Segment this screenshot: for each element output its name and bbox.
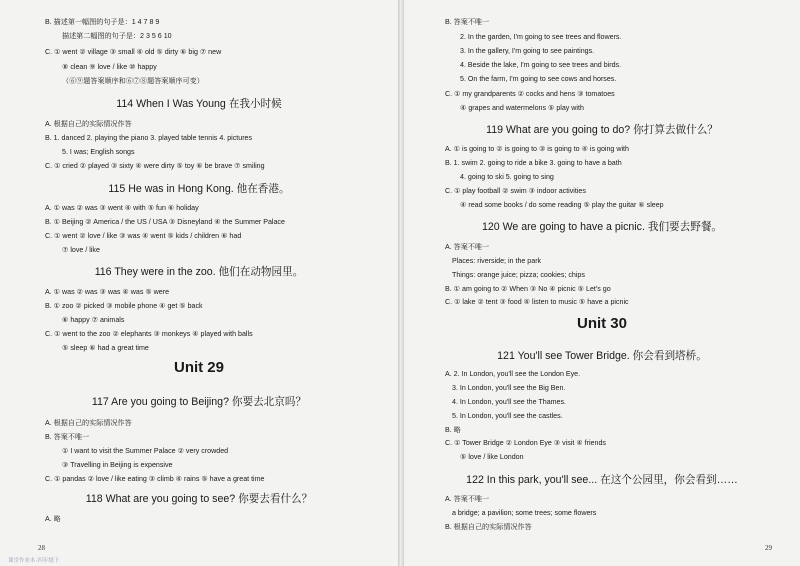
answer-line: 3. In the gallery, I'm going to see paintings. (460, 47, 595, 55)
answer-line: A. 答案不唯一 (445, 495, 490, 503)
answer-line: ⑥ happy ⑦ animals (62, 316, 125, 324)
answer-line: C. ① went to the zoo ② elephants ③ monkeys ④ played with balls (45, 330, 253, 338)
lesson-heading: 114 When I Was Young 在我小时候 (116, 98, 282, 110)
lesson-heading: 116 They were in the zoo. 他们在动物园里。 (94, 266, 304, 278)
answer-line: ③ Travelling in Beijing is expensive (62, 461, 173, 469)
page-number: 29 (765, 544, 772, 552)
answer-line: （⑥⑨题答案顺序和⑥⑦⑧题答案顺序可变） (62, 77, 204, 85)
page-number: 28 (38, 544, 45, 552)
answer-line: 2. In the garden, I'm going to see trees and flowers. (460, 33, 622, 41)
answer-line: C. ① lake ② tent ③ food ④ listen to music ⑤ have a picnic (445, 298, 629, 306)
answer-line: A. 2. In London, you'll see the London Eye. (445, 370, 581, 378)
unit-heading: Unit 29 (173, 359, 224, 376)
answer-line: 4. Beside the lake, I'm going to see trees and birds. (460, 61, 622, 69)
answer-line: B. ① am going to ② When ③ No ④ picnic ⑤ Let's go (445, 285, 611, 293)
answer-line: ⑧ clean ⑨ love / like ⑩ happy (62, 63, 157, 71)
lesson-heading: 115 He was in Hong Kong. 他在香港。 (108, 183, 290, 195)
answer-line: A. ① was ② was ③ was ④ was ⑤ were (45, 288, 170, 296)
lesson-heading: 119 What are you going to do? 你打算去做什么？ (486, 124, 718, 136)
answer-line: C. ① pandas ② love / like eating ③ climb ④ rains ⑤ have a great time (45, 475, 265, 483)
answer-line: C. ① cried ② played ③ sixty ④ were dirty ⑤ toy ⑥ be brave ⑦ smiling (45, 162, 265, 170)
answer-line: B. 答案不唯一 (45, 433, 90, 441)
answer-line: A. 略 (45, 515, 61, 523)
answer-line: C. ① play football ② swim ③ indoor activities (445, 187, 586, 195)
lesson-heading: 121 You'll see Tower Bridge. 你会看到塔桥。 (497, 350, 707, 362)
answer-line: 4. In London, you'll see the Thames. (452, 398, 567, 406)
answer-line: B. 根据自己的实际情况作答 (445, 523, 532, 531)
answer-line: C. ① went ② village ③ small ④ old ⑤ dirty ⑥ big ⑦ new (45, 48, 222, 56)
unit-heading: Unit 30 (576, 315, 627, 332)
answer-line: A. 答案不唯一 (445, 243, 490, 251)
answer-line: ⑤ love / like London (460, 453, 524, 461)
answer-line: 3. In London, you'll see the Big Ben. (452, 384, 566, 392)
answer-line: ⑤ sleep ⑥ had a great time (62, 344, 149, 352)
answer-line: A. ① was ② was ③ went ④ with ⑤ fun ⑥ holiday (45, 204, 199, 212)
answer-line: C. ① went ② love / like ③ was ④ went ⑤ kids / children ⑥ had (45, 232, 242, 240)
lesson-heading: 118 What are you going to see? 你要去看什么？ (85, 493, 313, 505)
answer-line: B. ① zoo ② picked ③ mobile phone ④ get ⑤ back (45, 302, 203, 310)
lesson-heading: 122 In this park, you'll see... 在这个公园里，你会看到…… (466, 474, 738, 486)
answer-line: C. ① my grandparents ② cocks and hens ③ tomatoes (445, 90, 615, 98)
answer-line: ④ grapes and watermelons ⑤ play with (460, 104, 584, 112)
answer-line: B. 答案不唯一 (445, 18, 490, 26)
answer-line: B. 1. danced 2. playing the piano 3. played table tennis 4. pictures (45, 134, 253, 142)
answer-line: 5. I was; English songs (62, 148, 135, 156)
answer-line: B. ① Beijing ② America / the US / USA ③ Disneyland ④ the Summer Palace (45, 218, 285, 226)
right-page (404, 0, 800, 566)
answer-line: B. 1. swim 2. going to ride a bike 3. going to have a bath (445, 159, 622, 167)
answer-line: 5. On the farm, I'm going to see cows and horses. (460, 75, 617, 83)
lesson-heading: 117 Are you going to Beijing? 你要去北京吗？ (91, 396, 307, 408)
answer-line: ④ read some books / do some reading ⑤ play the guitar ⑥ sleep (460, 201, 664, 209)
answer-line: C. ① Tower Bridge ② London Eye ③ visit ④ friends (445, 439, 606, 447)
answer-line: B. 略 (445, 426, 461, 434)
answer-line: 5. In London, you'll see the castles. (452, 412, 563, 420)
footer-text: 课堂作业本·四年级下 (8, 558, 60, 564)
answer-line: Places: riverside; in the park (452, 257, 542, 265)
left-page (0, 0, 398, 566)
answer-line: 4. going to ski 5. going to sing (460, 173, 554, 181)
answer-line: a bridge; a pavilion; some trees; some flowers (452, 509, 597, 517)
lesson-heading: 120 We are going to have a picnic. 我们要去野餐。 (481, 221, 723, 233)
answer-line: A. 根据自己的实际情况作答 (45, 419, 132, 427)
answer-line: A. ① is going to ② is going to ③ is going to ④ is going with (445, 145, 629, 153)
answer-line: ⑦ love / like (62, 246, 100, 254)
answer-line: ① I want to visit the Summer Palace ② very crowded (62, 447, 229, 455)
answer-line: A. 根据自己的实际情况作答 (45, 120, 132, 128)
answer-line: B. 描述第一幅图的句子是：1 4 7 8 9 (45, 18, 160, 26)
answer-line: Things: orange juice; pizza; cookies; chips (452, 271, 585, 279)
answer-line: 描述第二幅图的句子是：2 3 5 6 10 (62, 32, 172, 40)
